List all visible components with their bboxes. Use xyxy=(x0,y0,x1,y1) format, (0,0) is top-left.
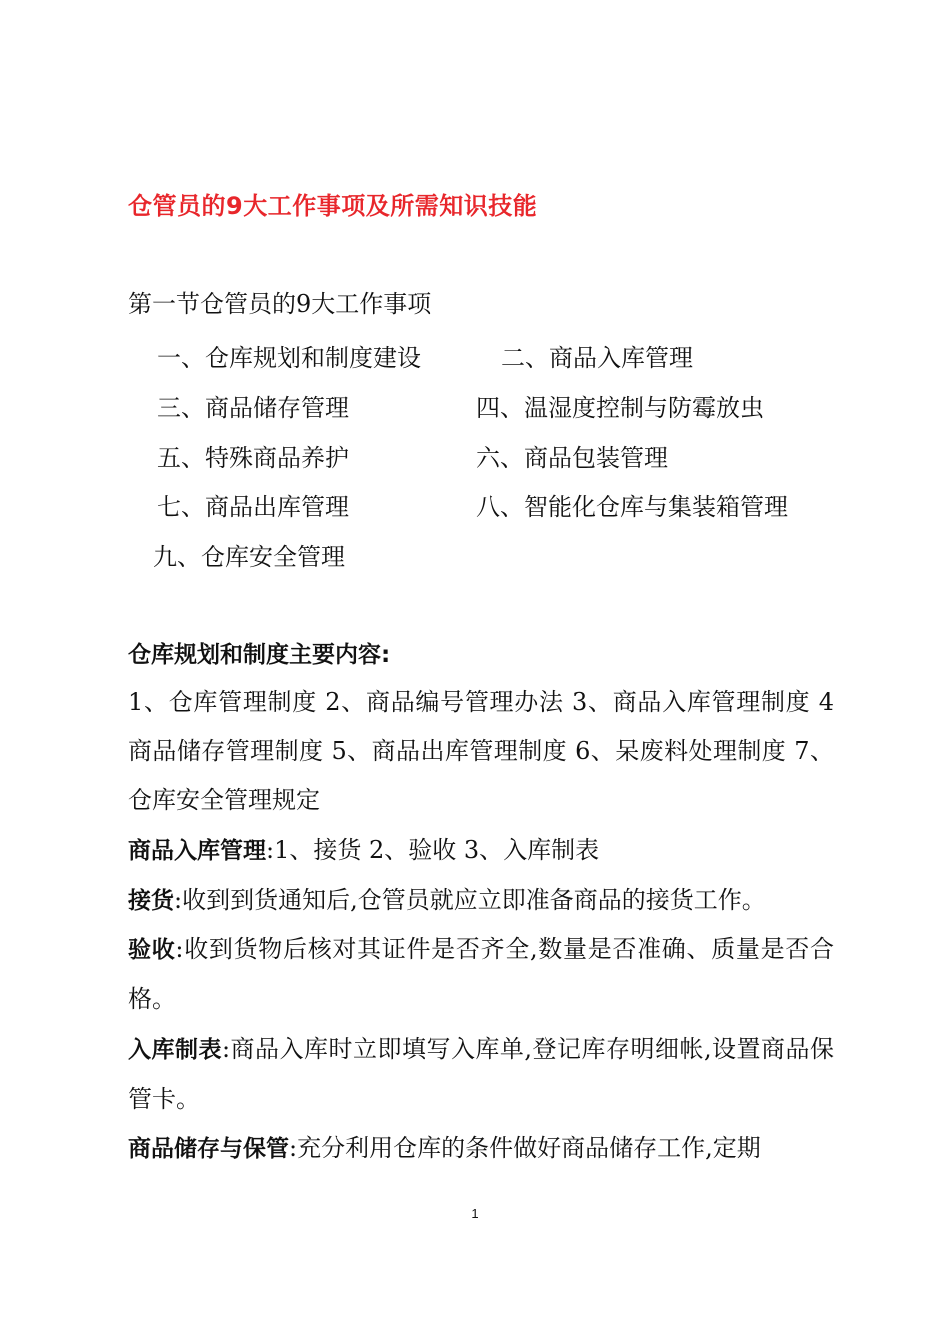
document-title: 仓管员的9大工作事项及所需知识技能 xyxy=(128,192,538,220)
tabulation-text: :商品入库时立即填写入库单,登记库存明细帐,设置商品保管卡。 xyxy=(128,1035,835,1113)
toc-item-9: 九、仓库安全管理 xyxy=(153,543,345,571)
page-number: 1 xyxy=(471,1206,479,1221)
toc-item-3: 三、商品储存管理 xyxy=(157,394,349,422)
inspection-label: 验收 xyxy=(128,937,176,963)
inspection-paragraph xyxy=(128,925,834,1024)
planning-heading: 仓库规划和制度主要内容: xyxy=(128,642,391,668)
planning-paragraph: 1、仓库管理制度 2、商品编号管理办法 3、商品入库管理制度 4 商品储存管理制度 5、商品出库管理制度 6、呆废料处理制度 7、仓库安全管理规定 xyxy=(128,688,834,814)
toc-item-2: 二、商品入库管理 xyxy=(501,344,693,372)
toc-item-8: 八、智能化仓库与集装箱管理 xyxy=(476,493,788,521)
receiving-paragraph xyxy=(128,876,834,926)
tabulation-paragraph xyxy=(128,1025,834,1124)
toc-item-6: 六、商品包装管理 xyxy=(476,444,668,472)
toc-item-5: 五、特殊商品养护 xyxy=(157,444,349,472)
section-heading: 第一节仓管员的9大工作事项 xyxy=(128,290,432,318)
storage-text: :充分利用仓库的条件做好商品储存工作,定期 xyxy=(289,1134,761,1162)
inbound-paragraph xyxy=(128,826,834,876)
inbound-text: :1、接货 2、验收 3、入库制表 xyxy=(266,836,600,864)
inbound-label: 商品入库管理 xyxy=(128,838,266,864)
storage-paragraph xyxy=(128,1124,834,1174)
toc-item-4: 四、温湿度控制与防霉放虫 xyxy=(476,394,764,422)
tabulation-label: 入库制表 xyxy=(128,1037,222,1063)
receiving-label: 接货 xyxy=(128,888,174,914)
receiving-text: :收到到货通知后,仓管员就应立即准备商品的接货工作。 xyxy=(174,886,766,914)
toc-item-7: 七、商品出库管理 xyxy=(157,493,349,521)
inspection-text: :收到货物后核对其证件是否齐全,数量是否准确、质量是否合格。 xyxy=(128,935,835,1013)
toc-item-1: 一、仓库规划和制度建设 xyxy=(157,344,421,372)
storage-label: 商品储存与保管 xyxy=(128,1136,289,1162)
